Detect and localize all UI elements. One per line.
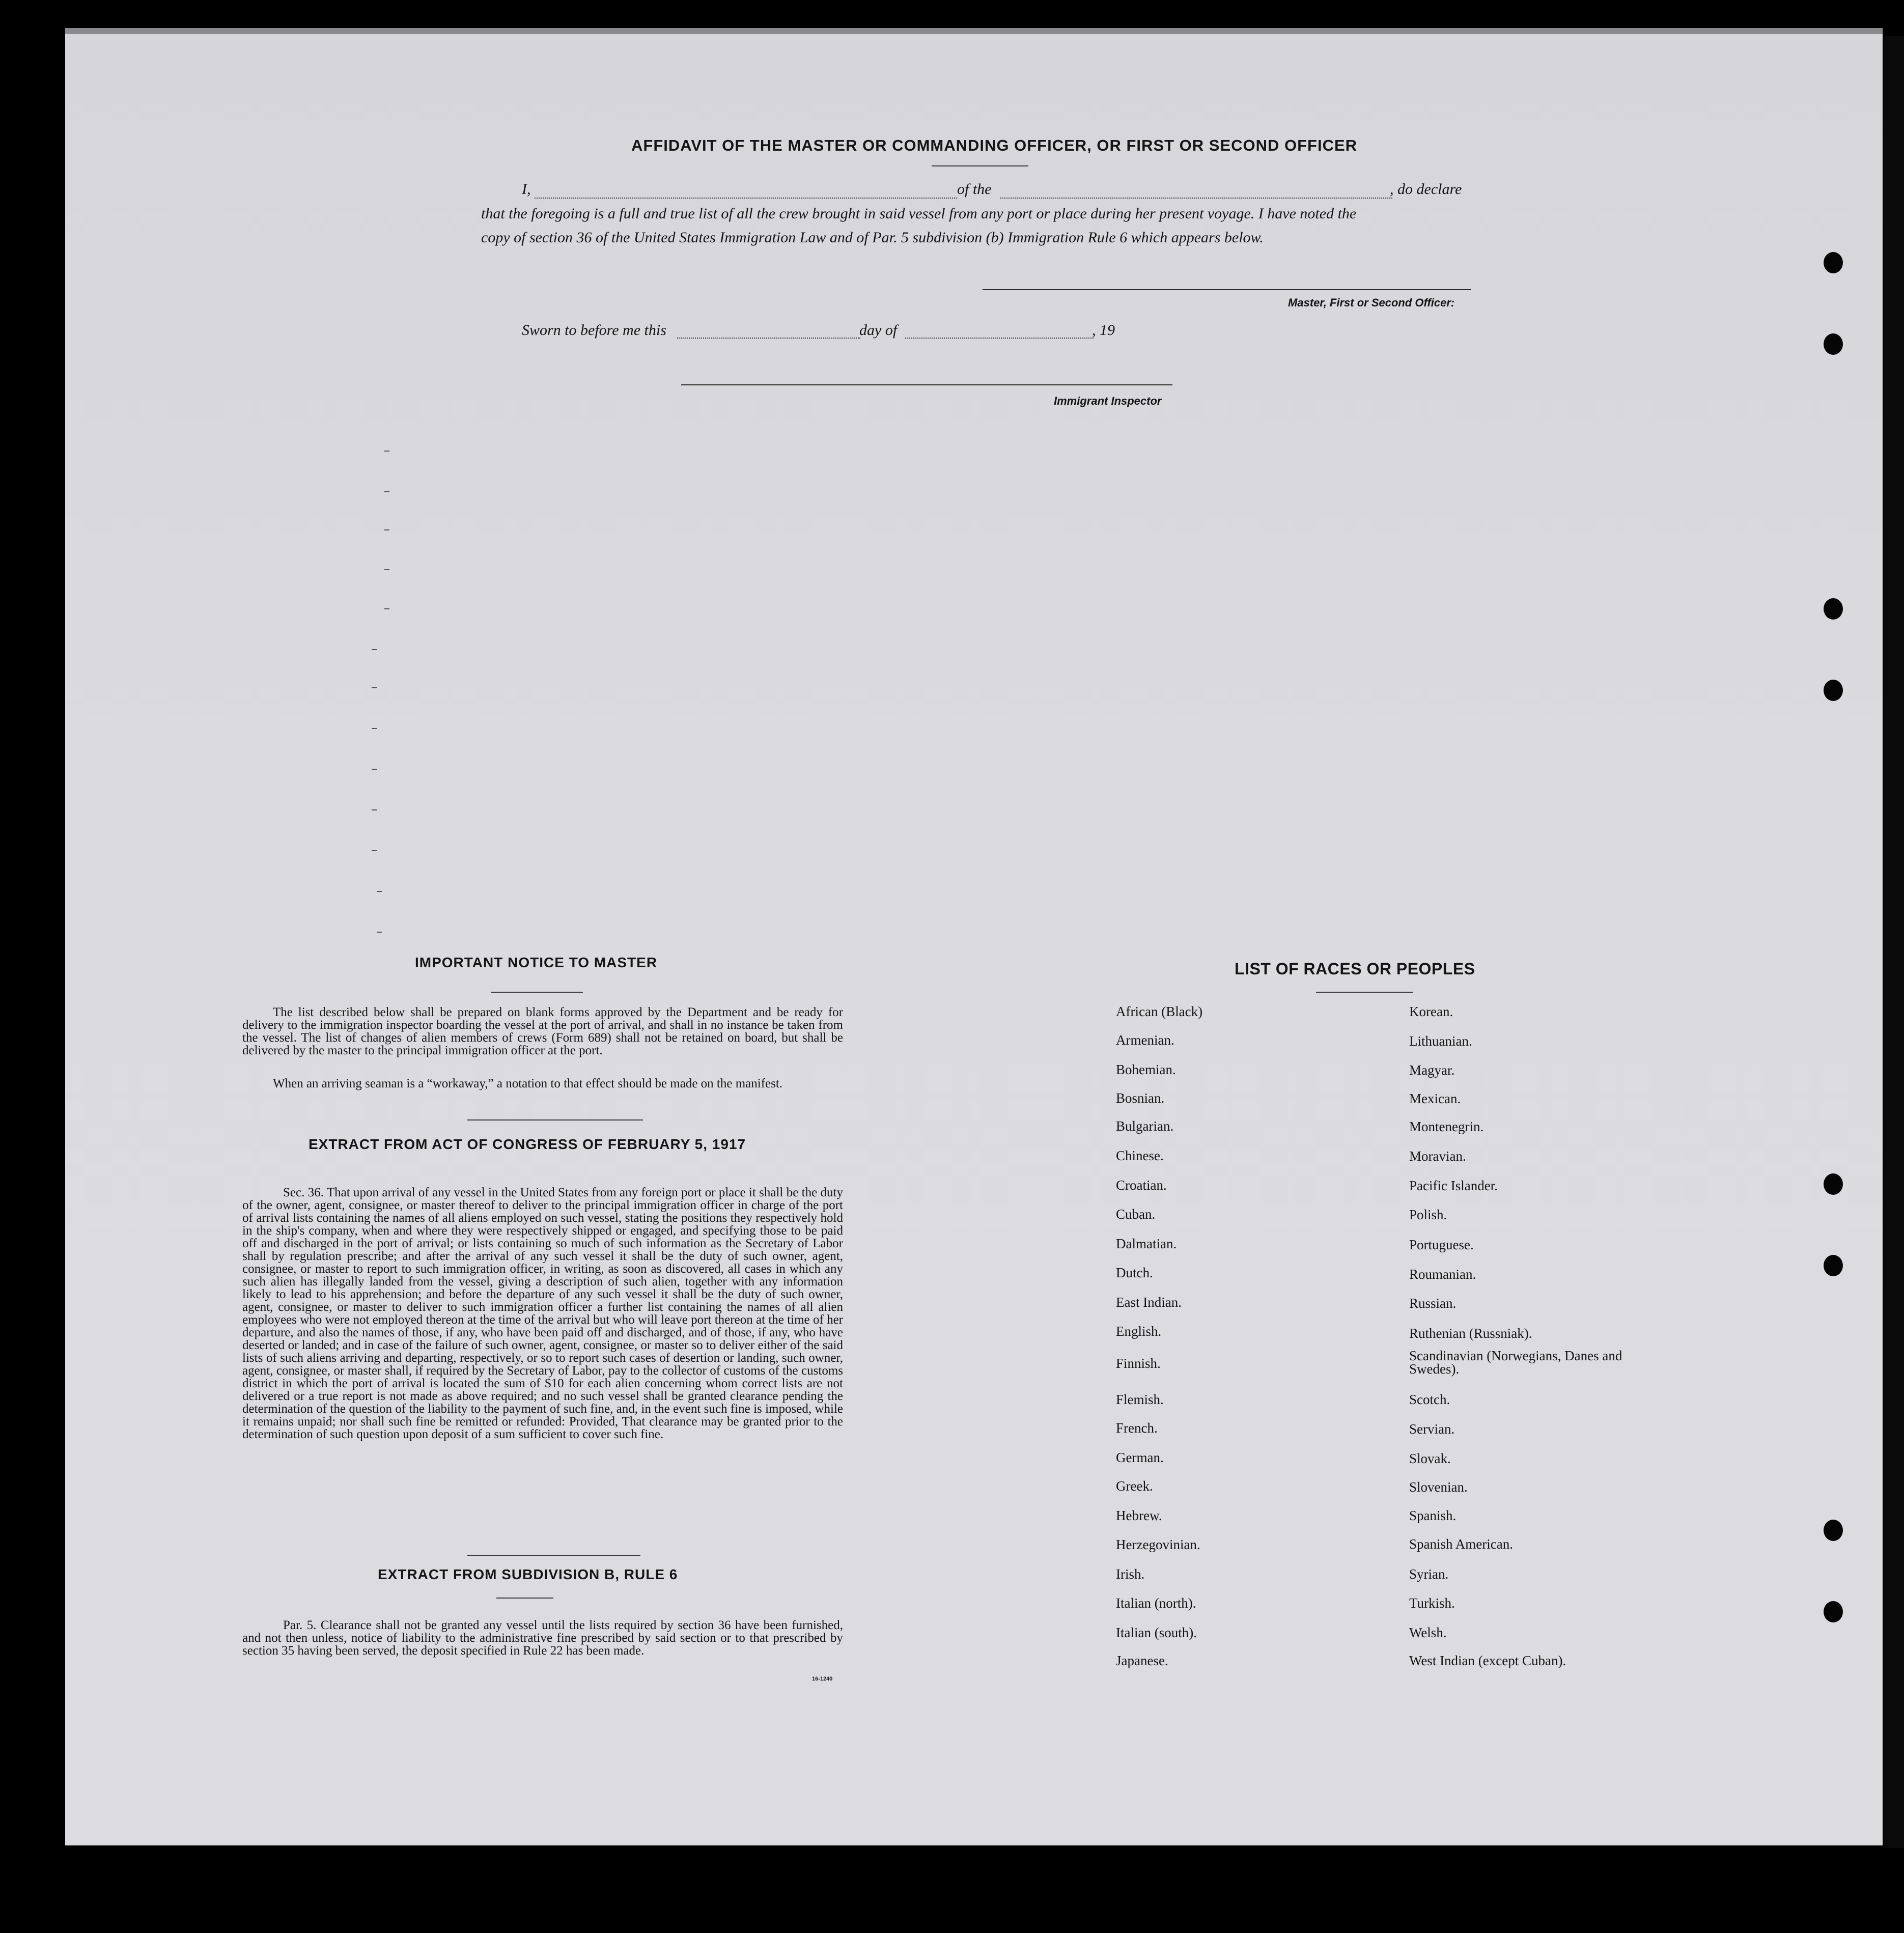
race-item: Moravian.	[1409, 1148, 1466, 1164]
year-label: , 19	[1092, 322, 1115, 339]
master-signature-line[interactable]	[983, 289, 1471, 290]
margin-tick	[384, 491, 389, 492]
affidavit-i-label: I,	[522, 181, 531, 198]
inspector-signature-label: Immigrant Inspector	[1054, 395, 1162, 407]
race-item: Chinese.	[1116, 1148, 1164, 1163]
extract-rule-rule	[496, 1598, 553, 1599]
race-item: Mexican.	[1409, 1091, 1461, 1106]
race-item: Greek.	[1116, 1478, 1153, 1494]
form-number: 16-1240	[812, 1676, 833, 1682]
race-item: Finnish.	[1116, 1356, 1161, 1371]
binder-hole	[1824, 1601, 1843, 1622]
race-item: Montenegrin.	[1409, 1119, 1484, 1134]
section-divider	[467, 1555, 640, 1556]
race-item: Armenian.	[1116, 1032, 1174, 1048]
race-item: Slovenian.	[1409, 1479, 1468, 1495]
race-item: Welsh.	[1409, 1625, 1447, 1640]
affidavit-title-rule	[932, 165, 1028, 166]
race-item: German.	[1116, 1450, 1164, 1465]
margin-tick	[384, 529, 389, 530]
race-item: Cuban.	[1116, 1207, 1156, 1222]
day-of-label: day of	[859, 322, 898, 339]
vessel-field[interactable]	[1000, 198, 1392, 199]
margin-tick	[372, 728, 377, 729]
race-item: Polish.	[1409, 1207, 1447, 1222]
race-item: Russian.	[1409, 1296, 1457, 1311]
binder-hole	[1824, 680, 1843, 701]
race-item: Dutch.	[1116, 1265, 1153, 1280]
margin-tick	[377, 932, 382, 933]
margin-tick	[372, 687, 377, 688]
race-item: Dalmatian.	[1116, 1236, 1177, 1251]
race-item: Pacific Islander.	[1409, 1178, 1498, 1193]
race-item: Syrian.	[1409, 1566, 1449, 1582]
notice-text: The list described below shall be prepared on blank forms approved by the Department and be ready for delivery to the immigration inspector boarding the vessel at the port of arrival, and shall in no instance be taken from the vessel. The list of changes of alien members of crews (Form 689) shall not be retained on board, but shall be delivered by the master to the principal immigration officer at the port.	[242, 1005, 843, 1057]
binder-hole	[1824, 333, 1843, 355]
margin-tick	[384, 569, 389, 570]
affidavit-line-2: that the foregoing is a full and true list of all the crew brought in said vessel from any port or place during her present voyage. I have noted the	[481, 205, 1357, 222]
extract-act-title: EXTRACT FROM ACT OF CONGRESS OF FEBRUARY 5, 1917	[309, 1136, 746, 1152]
race-item: Roumanian.	[1409, 1267, 1476, 1282]
race-item: Magyar.	[1409, 1062, 1455, 1078]
race-item: Hebrew.	[1116, 1508, 1162, 1523]
master-signature-label: Master, First or Second Officer:	[1288, 296, 1455, 309]
document-page	[65, 28, 1883, 1845]
race-item: West Indian (except Cuban).	[1409, 1653, 1566, 1668]
race-item: Irish.	[1116, 1566, 1145, 1582]
notice-title: IMPORTANT NOTICE TO MASTER	[415, 955, 658, 970]
race-item: African (Black)	[1116, 1004, 1203, 1019]
margin-tick	[384, 608, 389, 609]
affidavit-of-the-label: of the	[957, 181, 992, 198]
race-item: Flemish.	[1116, 1392, 1164, 1407]
affidavit-title: AFFIDAVIT OF THE MASTER OR COMMANDING OFFICER, OR FIRST OR SECOND OFFICER	[631, 136, 1358, 154]
race-item: Lithuanian.	[1409, 1033, 1472, 1049]
race-item: Scandinavian (Norwegians, Danes and Swedes).	[1409, 1348, 1622, 1377]
race-item: French.	[1116, 1420, 1158, 1436]
race-item: Portuguese.	[1409, 1237, 1474, 1252]
races-title: LIST OF RACES OR PEOPLES	[1235, 960, 1475, 978]
section-divider	[467, 1119, 643, 1120]
margin-tick	[384, 451, 389, 452]
sworn-month-field[interactable]	[905, 338, 1094, 339]
binder-hole	[1824, 598, 1843, 620]
binder-hole	[1824, 1255, 1843, 1276]
race-item: Slovak.	[1409, 1451, 1451, 1466]
race-item: Spanish American.	[1409, 1536, 1513, 1552]
race-item: Bohemian.	[1116, 1062, 1176, 1077]
binder-strip	[1884, 36, 1904, 1848]
race-item: Turkish.	[1409, 1595, 1455, 1611]
sworn-label: Sworn to before me this	[522, 322, 666, 339]
margin-tick	[372, 649, 377, 650]
race-item: Bosnian.	[1116, 1090, 1165, 1106]
name-field[interactable]	[535, 198, 957, 199]
race-item: East Indian.	[1116, 1295, 1182, 1310]
notice-text-2: When an arriving seaman is a “workaway,” a notation to that effect should be made on the manifest.	[273, 1077, 783, 1090]
race-item: Herzegovinian.	[1116, 1537, 1200, 1552]
margin-tick	[372, 809, 377, 810]
sworn-day-field[interactable]	[677, 338, 860, 339]
binder-hole	[1824, 1520, 1843, 1541]
race-item: English.	[1116, 1324, 1162, 1339]
margin-tick	[377, 891, 382, 892]
race-item: Bulgarian.	[1116, 1118, 1174, 1134]
race-item: Scotch.	[1409, 1392, 1450, 1407]
page-top-edge	[65, 28, 1883, 34]
race-item: Servian.	[1409, 1421, 1455, 1437]
notice-rule	[491, 992, 583, 993]
race-item: Japanese.	[1116, 1653, 1168, 1668]
race-item: Spanish.	[1409, 1508, 1457, 1523]
affidavit-declare-label: , do declare	[1390, 181, 1462, 198]
extract-rule-title: EXTRACT FROM SUBDIVISION B, RULE 6	[378, 1566, 678, 1582]
extract-rule-text: Par. 5. Clearance shall not be granted any vessel until the lists required by section 36 have been furnished, and not then unless, notice of liability to the administrative fine prescribed by said section or to that prescribed by section 35 having been served, the deposit specified in Rule 22 has been made.	[242, 1618, 843, 1658]
binder-hole	[1824, 252, 1843, 273]
race-item: Ruthenian (Russniak).	[1409, 1326, 1532, 1341]
binder-hole	[1824, 1173, 1843, 1195]
inspector-signature-line[interactable]	[681, 384, 1172, 385]
race-item: Korean.	[1409, 1004, 1453, 1019]
extract-act-text: Sec. 36. That upon arrival of any vessel in the United States from any foreign port or place it shall be the duty of the owner, agent, consignee, or master thereof to deliver to the principal immigration officer in charge of the port of arrival lists containing the names of all aliens employed on such vessel, stating the positions they respectively hold in the ship's company, when and where they were respectively shipped or engaged, and specifying those to be paid off and discharged in the port of arrival; or lists containing so much of such information as the Secretary of Labor shall by regulation prescribe; and after the arrival of any such vessel it shall be the duty of such owner, agent, consignee, or master to report to such immigration officer, in writing, as soon as discovered, all cases in which any such alien has illegally landed from the vessel, giving a description of such alien, together with any information likely to lead to his apprehension; and before the departure of any such vessel it shall be the duty of such owner, agent, consignee, or master to deliver to such immigration officer a further list containing the names of all alien employees who were not employed thereon at the time of the arrival but who will leave port thereon at the time of her departure, and also the names of those, if any, who have been paid off and discharged, and of those, if any, who have deserted or landed; and in case of the failure of such owner, agent, consignee, or master so to deliver either of the said lists of such aliens arriving and departing, respectively, or so to report such cases of desertion or landing, such owner, agent, consignee, or master shall, if required by the Secretary of Labor, pay to the collector of customs of the customs district in which the port of arrival is located the sum of $10 for each alien concerning whom correct lists are not delivered or a true report is not made as above required; and no such vessel shall be granted clearance pending the determination of the question of the liability to the payment of such fine, and, in the event such fine is imposed, while it remains unpaid; nor shall such fine be remitted or refunded: Provided, That clearance may be granted prior to the determination of such question upon deposit of a sum sufficient to cover such fine.	[242, 1186, 843, 1441]
margin-tick	[372, 769, 377, 770]
race-item: Italian (south).	[1116, 1625, 1197, 1640]
affidavit-line-3: copy of section 36 of the United States Immigration Law and of Par. 5 subdivision (b) Immigration Rule 6 which appears below.	[481, 229, 1264, 246]
race-item: Italian (north).	[1116, 1595, 1196, 1611]
race-item: Croatian.	[1116, 1178, 1167, 1193]
margin-tick	[372, 850, 377, 851]
races-title-rule	[1316, 992, 1413, 993]
